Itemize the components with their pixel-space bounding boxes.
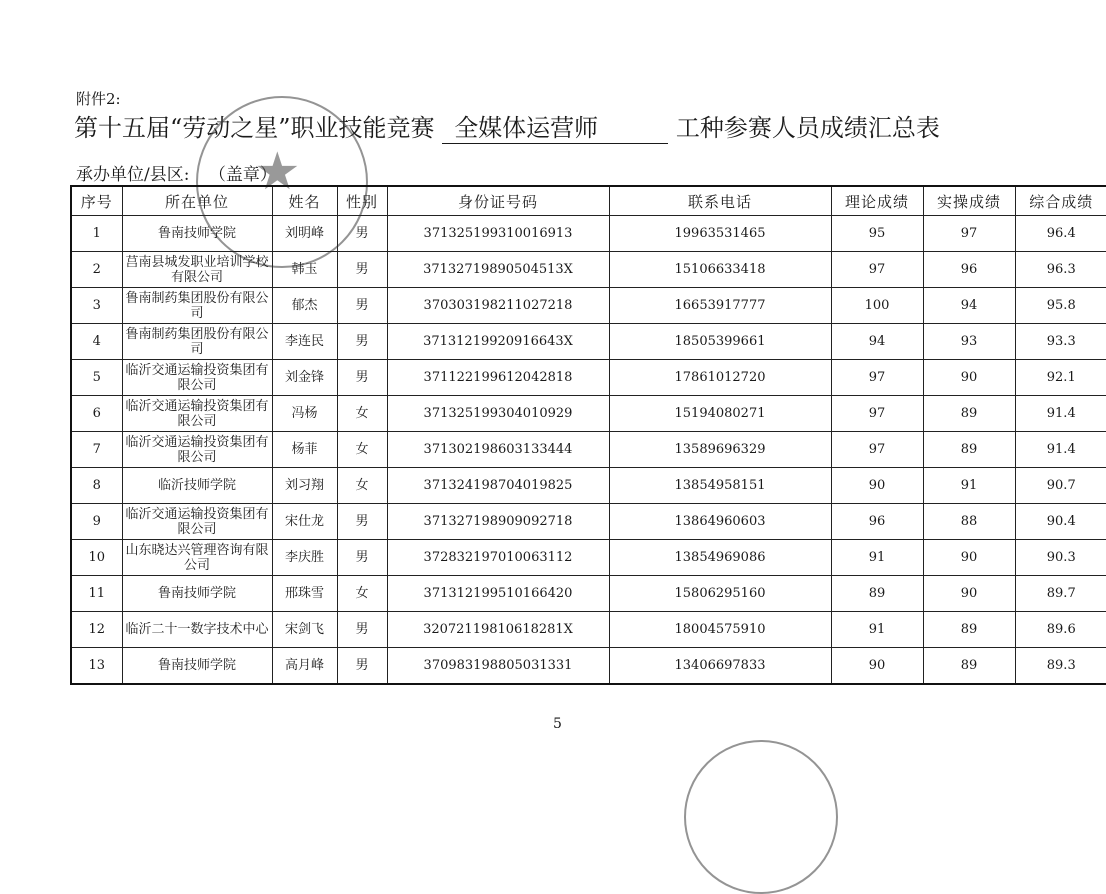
table-row bbox=[71, 216, 1106, 252]
cell-unit: 鲁南技师学院 bbox=[122, 648, 272, 685]
cell-total: 91.4 bbox=[1015, 432, 1106, 468]
cell-total: 89.3 bbox=[1015, 648, 1106, 685]
cell-id: 371325199304010929 bbox=[387, 396, 609, 432]
cell-phone: 18505399661 bbox=[609, 324, 831, 360]
header-name: 姓名 bbox=[272, 186, 337, 216]
cell-practice: 89 bbox=[923, 648, 1015, 685]
table-row bbox=[71, 432, 1106, 468]
cell-sex: 男 bbox=[337, 648, 387, 685]
cell-practice: 89 bbox=[923, 396, 1015, 432]
cell-phone: 15194080271 bbox=[609, 396, 831, 432]
header-practice: 实操成绩 bbox=[923, 186, 1015, 216]
cell-sex: 男 bbox=[337, 504, 387, 540]
cell-sex: 男 bbox=[337, 612, 387, 648]
table-row bbox=[71, 324, 1106, 360]
cell-no: 7 bbox=[71, 432, 122, 468]
document-title bbox=[74, 108, 940, 144]
cell-total: 90.4 bbox=[1015, 504, 1106, 540]
cell-practice: 97 bbox=[923, 216, 1015, 252]
cell-practice: 94 bbox=[923, 288, 1015, 324]
cell-id: 32072119810618281X bbox=[387, 612, 609, 648]
table-row bbox=[71, 252, 1106, 288]
header-no: 序号 bbox=[71, 186, 122, 216]
cell-phone: 13406697833 bbox=[609, 648, 831, 685]
attachment-label: 附件2: bbox=[76, 90, 121, 108]
cell-phone: 15106633418 bbox=[609, 252, 831, 288]
table-row bbox=[71, 288, 1106, 324]
cell-no: 8 bbox=[71, 468, 122, 504]
cell-id: 371324198704019825 bbox=[387, 468, 609, 504]
cell-id: 371312199510166420 bbox=[387, 576, 609, 612]
cell-no: 3 bbox=[71, 288, 122, 324]
cell-sex: 男 bbox=[337, 216, 387, 252]
header-phone: 联系电话 bbox=[609, 186, 831, 216]
cell-unit: 临沂交通运输投资集团有限公司 bbox=[122, 360, 272, 396]
cell-sex: 男 bbox=[337, 360, 387, 396]
organizer-value: （盖章） bbox=[195, 160, 399, 186]
cell-unit: 鲁南制药集团股份有限公司 bbox=[122, 324, 272, 360]
cell-theory: 91 bbox=[831, 540, 923, 576]
header-id: 身份证号码 bbox=[387, 186, 609, 216]
table-row bbox=[71, 612, 1106, 648]
table-row bbox=[71, 468, 1106, 504]
cell-no: 1 bbox=[71, 216, 122, 252]
cell-theory: 100 bbox=[831, 288, 923, 324]
table-row bbox=[71, 540, 1106, 576]
cell-unit: 山东晓达兴管理咨询有限公司 bbox=[122, 540, 272, 576]
cell-id: 371302198603133444 bbox=[387, 432, 609, 468]
cell-sex: 女 bbox=[337, 576, 387, 612]
cell-practice: 91 bbox=[923, 468, 1015, 504]
cell-unit: 临沂交通运输投资集团有限公司 bbox=[122, 432, 272, 468]
cell-theory: 97 bbox=[831, 360, 923, 396]
cell-name: 刘金锋 bbox=[272, 360, 337, 396]
cell-total: 89.6 bbox=[1015, 612, 1106, 648]
cell-practice: 93 bbox=[923, 324, 1015, 360]
cell-phone: 13854969086 bbox=[609, 540, 831, 576]
cell-name: 高月峰 bbox=[272, 648, 337, 685]
table-row bbox=[71, 396, 1106, 432]
cell-unit: 鲁南技师学院 bbox=[122, 216, 272, 252]
cell-theory: 95 bbox=[831, 216, 923, 252]
cell-no: 9 bbox=[71, 504, 122, 540]
table-header-row bbox=[71, 186, 1106, 216]
cell-id: 370303198211027218 bbox=[387, 288, 609, 324]
cell-no: 10 bbox=[71, 540, 122, 576]
cell-unit: 鲁南技师学院 bbox=[122, 576, 272, 612]
organizer-label: 承办单位/县区: bbox=[76, 165, 190, 185]
cell-sex: 男 bbox=[337, 324, 387, 360]
cell-name: 邢珠雪 bbox=[272, 576, 337, 612]
cell-theory: 90 bbox=[831, 648, 923, 685]
cell-total: 96.4 bbox=[1015, 216, 1106, 252]
cell-no: 13 bbox=[71, 648, 122, 685]
cell-sex: 男 bbox=[337, 252, 387, 288]
header-unit: 所在单位 bbox=[122, 186, 272, 216]
table-row bbox=[71, 360, 1106, 396]
cell-practice: 88 bbox=[923, 504, 1015, 540]
cell-id: 371327198909092718 bbox=[387, 504, 609, 540]
cell-name: 冯杨 bbox=[272, 396, 337, 432]
cell-total: 93.3 bbox=[1015, 324, 1106, 360]
cell-name: 杨菲 bbox=[272, 432, 337, 468]
header-theory: 理论成绩 bbox=[831, 186, 923, 216]
cell-unit: 莒南县城发职业培训学校有限公司 bbox=[122, 252, 272, 288]
cell-total: 90.3 bbox=[1015, 540, 1106, 576]
title-suffix: 工种参赛人员成绩汇总表 bbox=[675, 114, 940, 142]
cell-sex: 男 bbox=[337, 540, 387, 576]
cell-total: 96.3 bbox=[1015, 252, 1106, 288]
header-total: 综合成绩 bbox=[1015, 186, 1106, 216]
cell-total: 92.1 bbox=[1015, 360, 1106, 396]
cell-name: 刘习翔 bbox=[272, 468, 337, 504]
cell-name: 宋剑飞 bbox=[272, 612, 337, 648]
cell-theory: 96 bbox=[831, 504, 923, 540]
cell-practice: 89 bbox=[923, 612, 1015, 648]
cell-phone: 13854958151 bbox=[609, 468, 831, 504]
cell-unit: 临沂交通运输投资集团有限公司 bbox=[122, 396, 272, 432]
cell-sex: 女 bbox=[337, 432, 387, 468]
cell-total: 90.7 bbox=[1015, 468, 1106, 504]
cell-practice: 90 bbox=[923, 360, 1015, 396]
cell-phone: 13589696329 bbox=[609, 432, 831, 468]
official-seal-stamp-bottom bbox=[684, 740, 838, 894]
cell-phone: 17861012720 bbox=[609, 360, 831, 396]
title-prefix: 第十五届“劳动之星”职业技能竞赛 bbox=[74, 114, 435, 142]
cell-id: 37132719890504513X bbox=[387, 252, 609, 288]
cell-no: 12 bbox=[71, 612, 122, 648]
cell-total: 89.7 bbox=[1015, 576, 1106, 612]
cell-total: 91.4 bbox=[1015, 396, 1106, 432]
cell-phone: 19963531465 bbox=[609, 216, 831, 252]
cell-theory: 97 bbox=[831, 252, 923, 288]
cell-name: 刘明峰 bbox=[272, 216, 337, 252]
cell-practice: 90 bbox=[923, 540, 1015, 576]
cell-name: 韩玉 bbox=[272, 252, 337, 288]
cell-id: 372832197010063112 bbox=[387, 540, 609, 576]
cell-id: 371325199310016913 bbox=[387, 216, 609, 252]
cell-no: 11 bbox=[71, 576, 122, 612]
cell-name: 李庆胜 bbox=[272, 540, 337, 576]
cell-theory: 91 bbox=[831, 612, 923, 648]
cell-theory: 94 bbox=[831, 324, 923, 360]
cell-phone: 16653917777 bbox=[609, 288, 831, 324]
cell-sex: 女 bbox=[337, 468, 387, 504]
cell-no: 2 bbox=[71, 252, 122, 288]
cell-name: 宋仕龙 bbox=[272, 504, 337, 540]
cell-unit: 临沂交通运输投资集团有限公司 bbox=[122, 504, 272, 540]
cell-name: 郁杰 bbox=[272, 288, 337, 324]
cell-theory: 97 bbox=[831, 396, 923, 432]
cell-sex: 女 bbox=[337, 396, 387, 432]
cell-sex: 男 bbox=[337, 288, 387, 324]
cell-practice: 90 bbox=[923, 576, 1015, 612]
cell-name: 李连民 bbox=[272, 324, 337, 360]
page-number: 5 bbox=[553, 716, 562, 732]
cell-phone: 15806295160 bbox=[609, 576, 831, 612]
cell-unit: 临沂技师学院 bbox=[122, 468, 272, 504]
cell-id: 371122199612042818 bbox=[387, 360, 609, 396]
cell-no: 5 bbox=[71, 360, 122, 396]
cell-phone: 18004575910 bbox=[609, 612, 831, 648]
cell-no: 6 bbox=[71, 396, 122, 432]
cell-id: 37131219920916643X bbox=[387, 324, 609, 360]
cell-no: 4 bbox=[71, 324, 122, 360]
title-job-field: 全媒体运营师 bbox=[442, 108, 668, 144]
cell-theory: 97 bbox=[831, 432, 923, 468]
table-body bbox=[71, 216, 1106, 685]
cell-total: 95.8 bbox=[1015, 288, 1106, 324]
header-sex: 性别 bbox=[337, 186, 387, 216]
cell-theory: 89 bbox=[831, 576, 923, 612]
cell-unit: 鲁南制药集团股份有限公司 bbox=[122, 288, 272, 324]
cell-phone: 13864960603 bbox=[609, 504, 831, 540]
results-table bbox=[70, 185, 1106, 685]
cell-unit: 临沂二十一数字技术中心 bbox=[122, 612, 272, 648]
table-row bbox=[71, 504, 1106, 540]
table-row bbox=[71, 576, 1106, 612]
cell-theory: 90 bbox=[831, 468, 923, 504]
cell-practice: 89 bbox=[923, 432, 1015, 468]
cell-id: 370983198805031331 bbox=[387, 648, 609, 685]
cell-practice: 96 bbox=[923, 252, 1015, 288]
organizer-line bbox=[76, 160, 399, 186]
table-row bbox=[71, 648, 1106, 685]
